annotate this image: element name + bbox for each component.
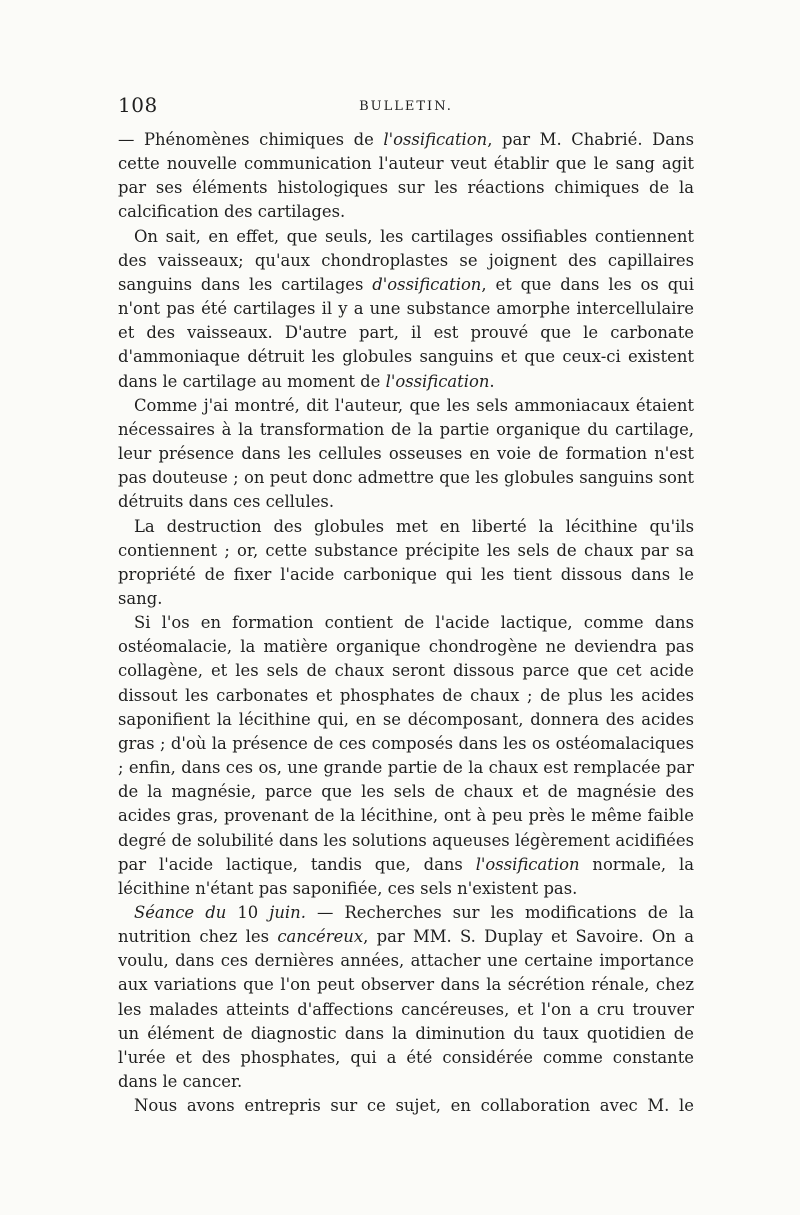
text-segment: 10: [226, 903, 270, 922]
page-header: [118, 93, 694, 123]
paragraph-lecithine: La destruction des globules met en liberté la lécithine qu'ils contiennent ; or, cette substance précipite les sels de chaux par sa propriété de fixer l'acide carbonique qui les tient dissous dans le sang.: [118, 516, 694, 608]
text-segment: .: [489, 371, 495, 391]
text-segment: normale, la lécithine n'étant pas saponifiée, ces sels n'existent pas.: [118, 854, 694, 898]
italic-term: l'ossification: [475, 854, 580, 874]
text-segment: , par M. Chabrié. Dans cette nouvelle communication l'auteur veut établir que le sang agit par ses éléments histologiques sur les réactions chimiques de la calcification des cartilages.: [118, 130, 695, 222]
text-segment: , et que dans les os qui n'ont pas été cartilages il y a une substance amorphe intercellulaire et des vaisseaux. D'autre part, il est prouvé que le carbonate d'ammoniaque détruit les globules sanguins et que ceux-ci existent dans le cartilage au moment de: [118, 274, 694, 391]
paragraph-cartilages: [118, 225, 694, 394]
text-segment: On sait, en effet, que seuls, les cartilages ossifiables contiennent des vaisseaux; qu'aux chondroplastes se joignent des capillaires sanguins dans les cartilages: [118, 226, 694, 294]
italic-term: l'ossification: [383, 130, 488, 149]
italic-term: juin.: [269, 903, 306, 922]
paragraph-acide-lactique: [118, 611, 694, 901]
paragraph-ossification: [118, 128, 694, 225]
body-text: [118, 128, 694, 1118]
italic-term: d'ossification: [372, 274, 482, 294]
text-segment: — Phénomènes chimiques de: [118, 130, 384, 149]
text-segment: — Recherches sur les modifications de la nutrition chez les: [118, 903, 695, 947]
italic-term: l'ossification: [385, 371, 490, 391]
text-segment: , par MM. S. Duplay et Savoire. On a voulu, dans ces dernières années, attacher une certaine importance aux variations que l'on peut observer dans la sécrétion rénale, chez les malades atteints d'affections cancéreuses, et l'on a cru trouver un élément de diagnostic dans la diminution du taux quotidien de l'urée et des phosphates, qui a été considérée comme constante dans le cancer.: [118, 927, 694, 1092]
italic-term: cancéreux: [277, 927, 364, 947]
page-number: 108: [118, 93, 158, 117]
paragraph-nous-avons: Nous avons entrepris sur ce sujet, en collaboration avec M. le: [134, 1096, 694, 1116]
italic-term: Séance du: [134, 903, 227, 922]
running-title: BULLETIN.: [359, 99, 453, 114]
paragraph-sels-ammoniacaux: Comme j'ai montré, dit l'auteur, que les sels ammoniacaux étaient nécessaires à la transformation de la partie organique du cartilage, leur présence dans les cellules osseuses en voie de formation n'est pas douteuse ; on peut donc admettre que les globules sanguins sont détruits dans ces cellules.: [118, 395, 694, 512]
paragraph-seance-10-juin: [118, 901, 694, 1094]
text-segment: Si l'os en formation contient de l'acide lactique, comme dans ostéomalacie, la matière organique chondrogène ne deviendra pas collagène, et les sels de chaux seront dissous parce que cet acide dissout les carbonates et phosphates de chaux ; de plus les acides saponifient la lécithine qui, en se décomposant, donnera des acides gras ; d'où la présence de ces composés dans les os ostéomalaciques ; enfin, dans ces os, une grande partie de la chaux est remplacée par de la magnésie, parce que les sels de chaux et de magnésie des acides gras, provenant de la lécithine, ont à peu près le même faible degré de solubilité dans les solutions aqueuses légèrement acidifiées par l'acide lactique, tandis que, dans: [118, 613, 694, 874]
